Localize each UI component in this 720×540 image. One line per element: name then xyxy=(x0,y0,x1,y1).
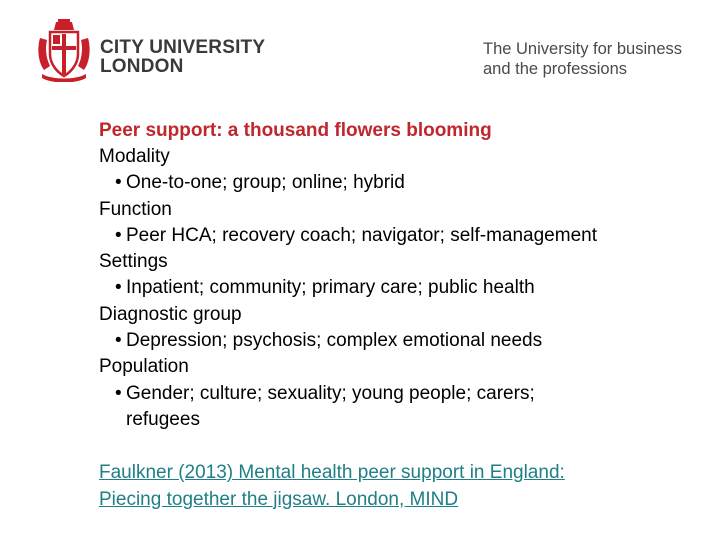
reference-line1[interactable]: Faulkner (2013) Mental health peer support in England: xyxy=(99,462,565,483)
bullet-glyph: • xyxy=(115,277,122,299)
bullet-text: Inpatient; community; primary care; public health xyxy=(126,277,535,299)
university-name-line2: LONDON xyxy=(100,56,184,77)
bullet-modality xyxy=(99,170,699,196)
university-crest-logo xyxy=(36,18,92,82)
bullet-glyph: • xyxy=(115,172,122,194)
bullet-text-continued: refugees xyxy=(126,408,200,430)
bullet-glyph: • xyxy=(115,224,122,246)
bullet-glyph: • xyxy=(115,382,122,404)
slide-content xyxy=(99,118,699,433)
bullet-text: Depression; psychosis; complex emotional needs xyxy=(126,330,543,352)
bullet-glyph: • xyxy=(115,330,122,352)
bullet-diagnostic-group xyxy=(99,328,699,354)
slide-title: Peer support: a thousand flowers blooming xyxy=(99,120,492,141)
tagline-line1: The University for business xyxy=(483,40,682,58)
bullet-function xyxy=(99,223,699,249)
university-tagline xyxy=(483,39,682,79)
section-heading-diagnostic-group: Diagnostic group xyxy=(99,303,242,325)
bullet-settings xyxy=(99,275,699,301)
reference-link[interactable] xyxy=(99,460,699,513)
bullet-text: Gender; culture; sexuality; young people; carers; xyxy=(126,382,535,404)
tagline-line2: and the professions xyxy=(483,60,628,78)
section-heading-settings: Settings xyxy=(99,251,168,273)
section-heading-population: Population xyxy=(99,356,189,378)
section-heading-modality: Modality xyxy=(99,146,170,167)
header xyxy=(0,0,720,100)
reference-line2[interactable]: Piecing together the jigsaw. London, MIND xyxy=(99,488,459,510)
university-name-line1: CITY UNIVERSITY xyxy=(100,37,266,58)
bullet-population xyxy=(99,381,699,434)
bullet-text: Peer HCA; recovery coach; navigator; self-management xyxy=(126,224,597,246)
section-heading-function: Function xyxy=(99,198,172,220)
university-name xyxy=(100,38,265,76)
bullet-text: One-to-one; group; online; hybrid xyxy=(126,172,405,194)
